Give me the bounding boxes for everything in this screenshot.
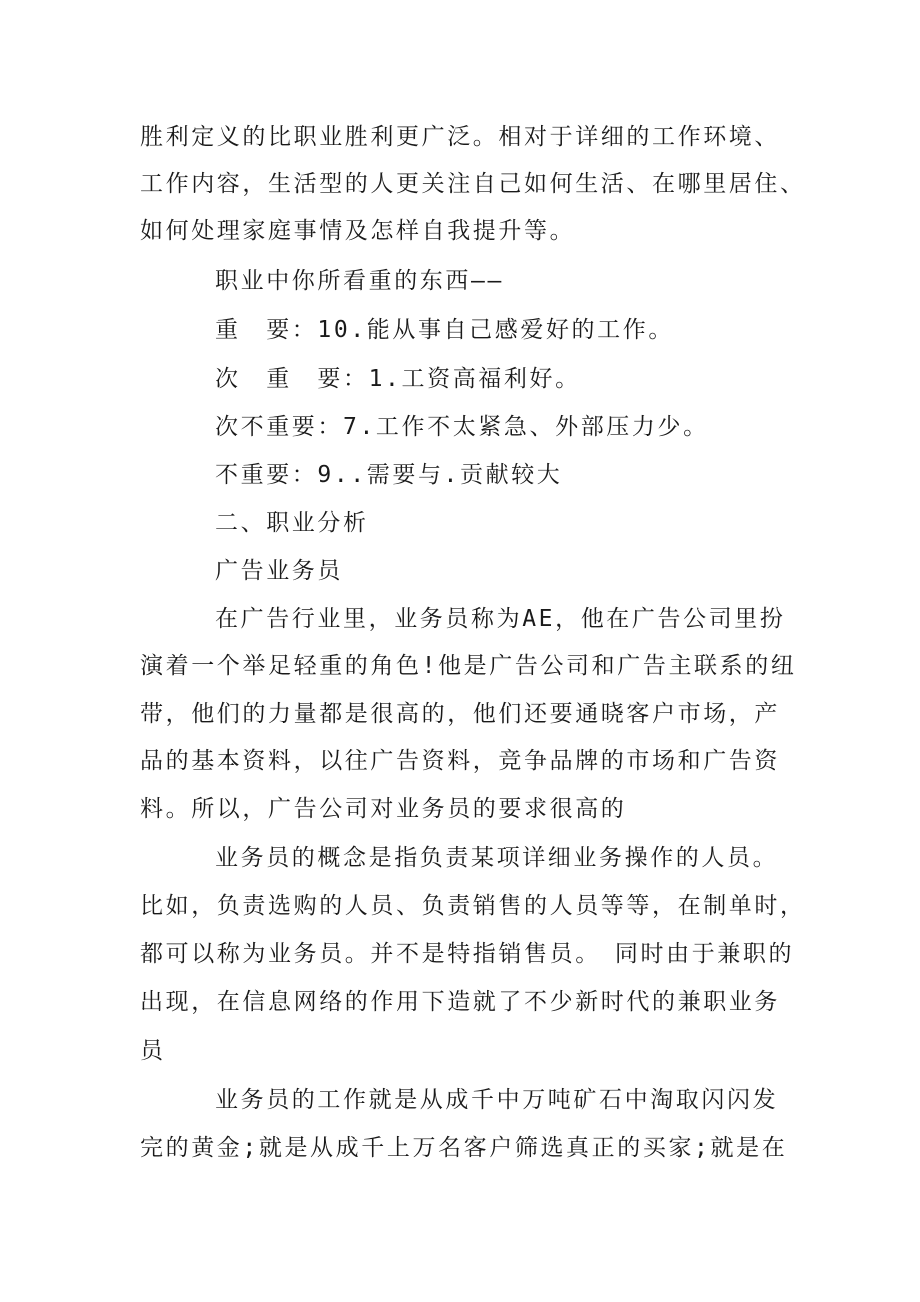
text-line: 胜利定义的比职业胜利更广泛。相对于详细的工作环境、	[140, 124, 780, 150]
text-line: 职业中你所看重的东西——	[215, 268, 504, 294]
text-line: 出现，在信息网络的作用下造就了不少新时代的兼职业务	[140, 989, 780, 1015]
text-line: 品的基本资料，以往广告资料，竞争品牌的市场和广告资	[140, 748, 780, 774]
text-line: 在广告行业里，业务员称为AE，他在广告公司里扮	[215, 606, 786, 632]
text-line: 员	[140, 1038, 166, 1064]
text-line: 次 重 要：1.工资高福利好。	[215, 366, 581, 392]
text-line: 业务员的工作就是从成千中万吨矿石中淘取闪闪发	[215, 1087, 779, 1113]
text-line: 都可以称为业务员。并不是特指销售员。 同时由于兼职的	[140, 941, 795, 967]
text-line: 演着一个举足轻重的角色!他是广告公司和广告主联系的纽	[140, 653, 797, 679]
text-line: 工作内容，生活型的人更关注自己如何生活、在哪里居住、	[140, 171, 806, 197]
text-line: 业务员的概念是指负责某项详细业务操作的人员。	[215, 845, 779, 871]
subsection-heading: 广告业务员	[215, 558, 343, 584]
text-line: 比如，负责选购的人员、负责销售的人员等等，在制单时，	[140, 893, 806, 919]
text-line: 次不重要：7.工作不太紧急、外部压力少。	[215, 414, 709, 440]
text-line: 料。所以，广告公司对业务员的要求很高的	[140, 796, 627, 822]
text-line: 如何处理家庭事情及怎样自我提升等。	[140, 218, 576, 244]
text-line: 重 要：10.能从事自己感爱好的工作。	[215, 317, 674, 343]
section-heading: 二、职业分析	[215, 510, 369, 536]
text-line: 完的黄金;就是从成千上万名客户筛选真正的买家;就是在	[140, 1135, 788, 1161]
text-line: 带，他们的力量都是很高的，他们还要通晓客户市场，产	[140, 701, 780, 727]
text-line: 不重要：9..需要与.贡献较大	[215, 462, 563, 488]
